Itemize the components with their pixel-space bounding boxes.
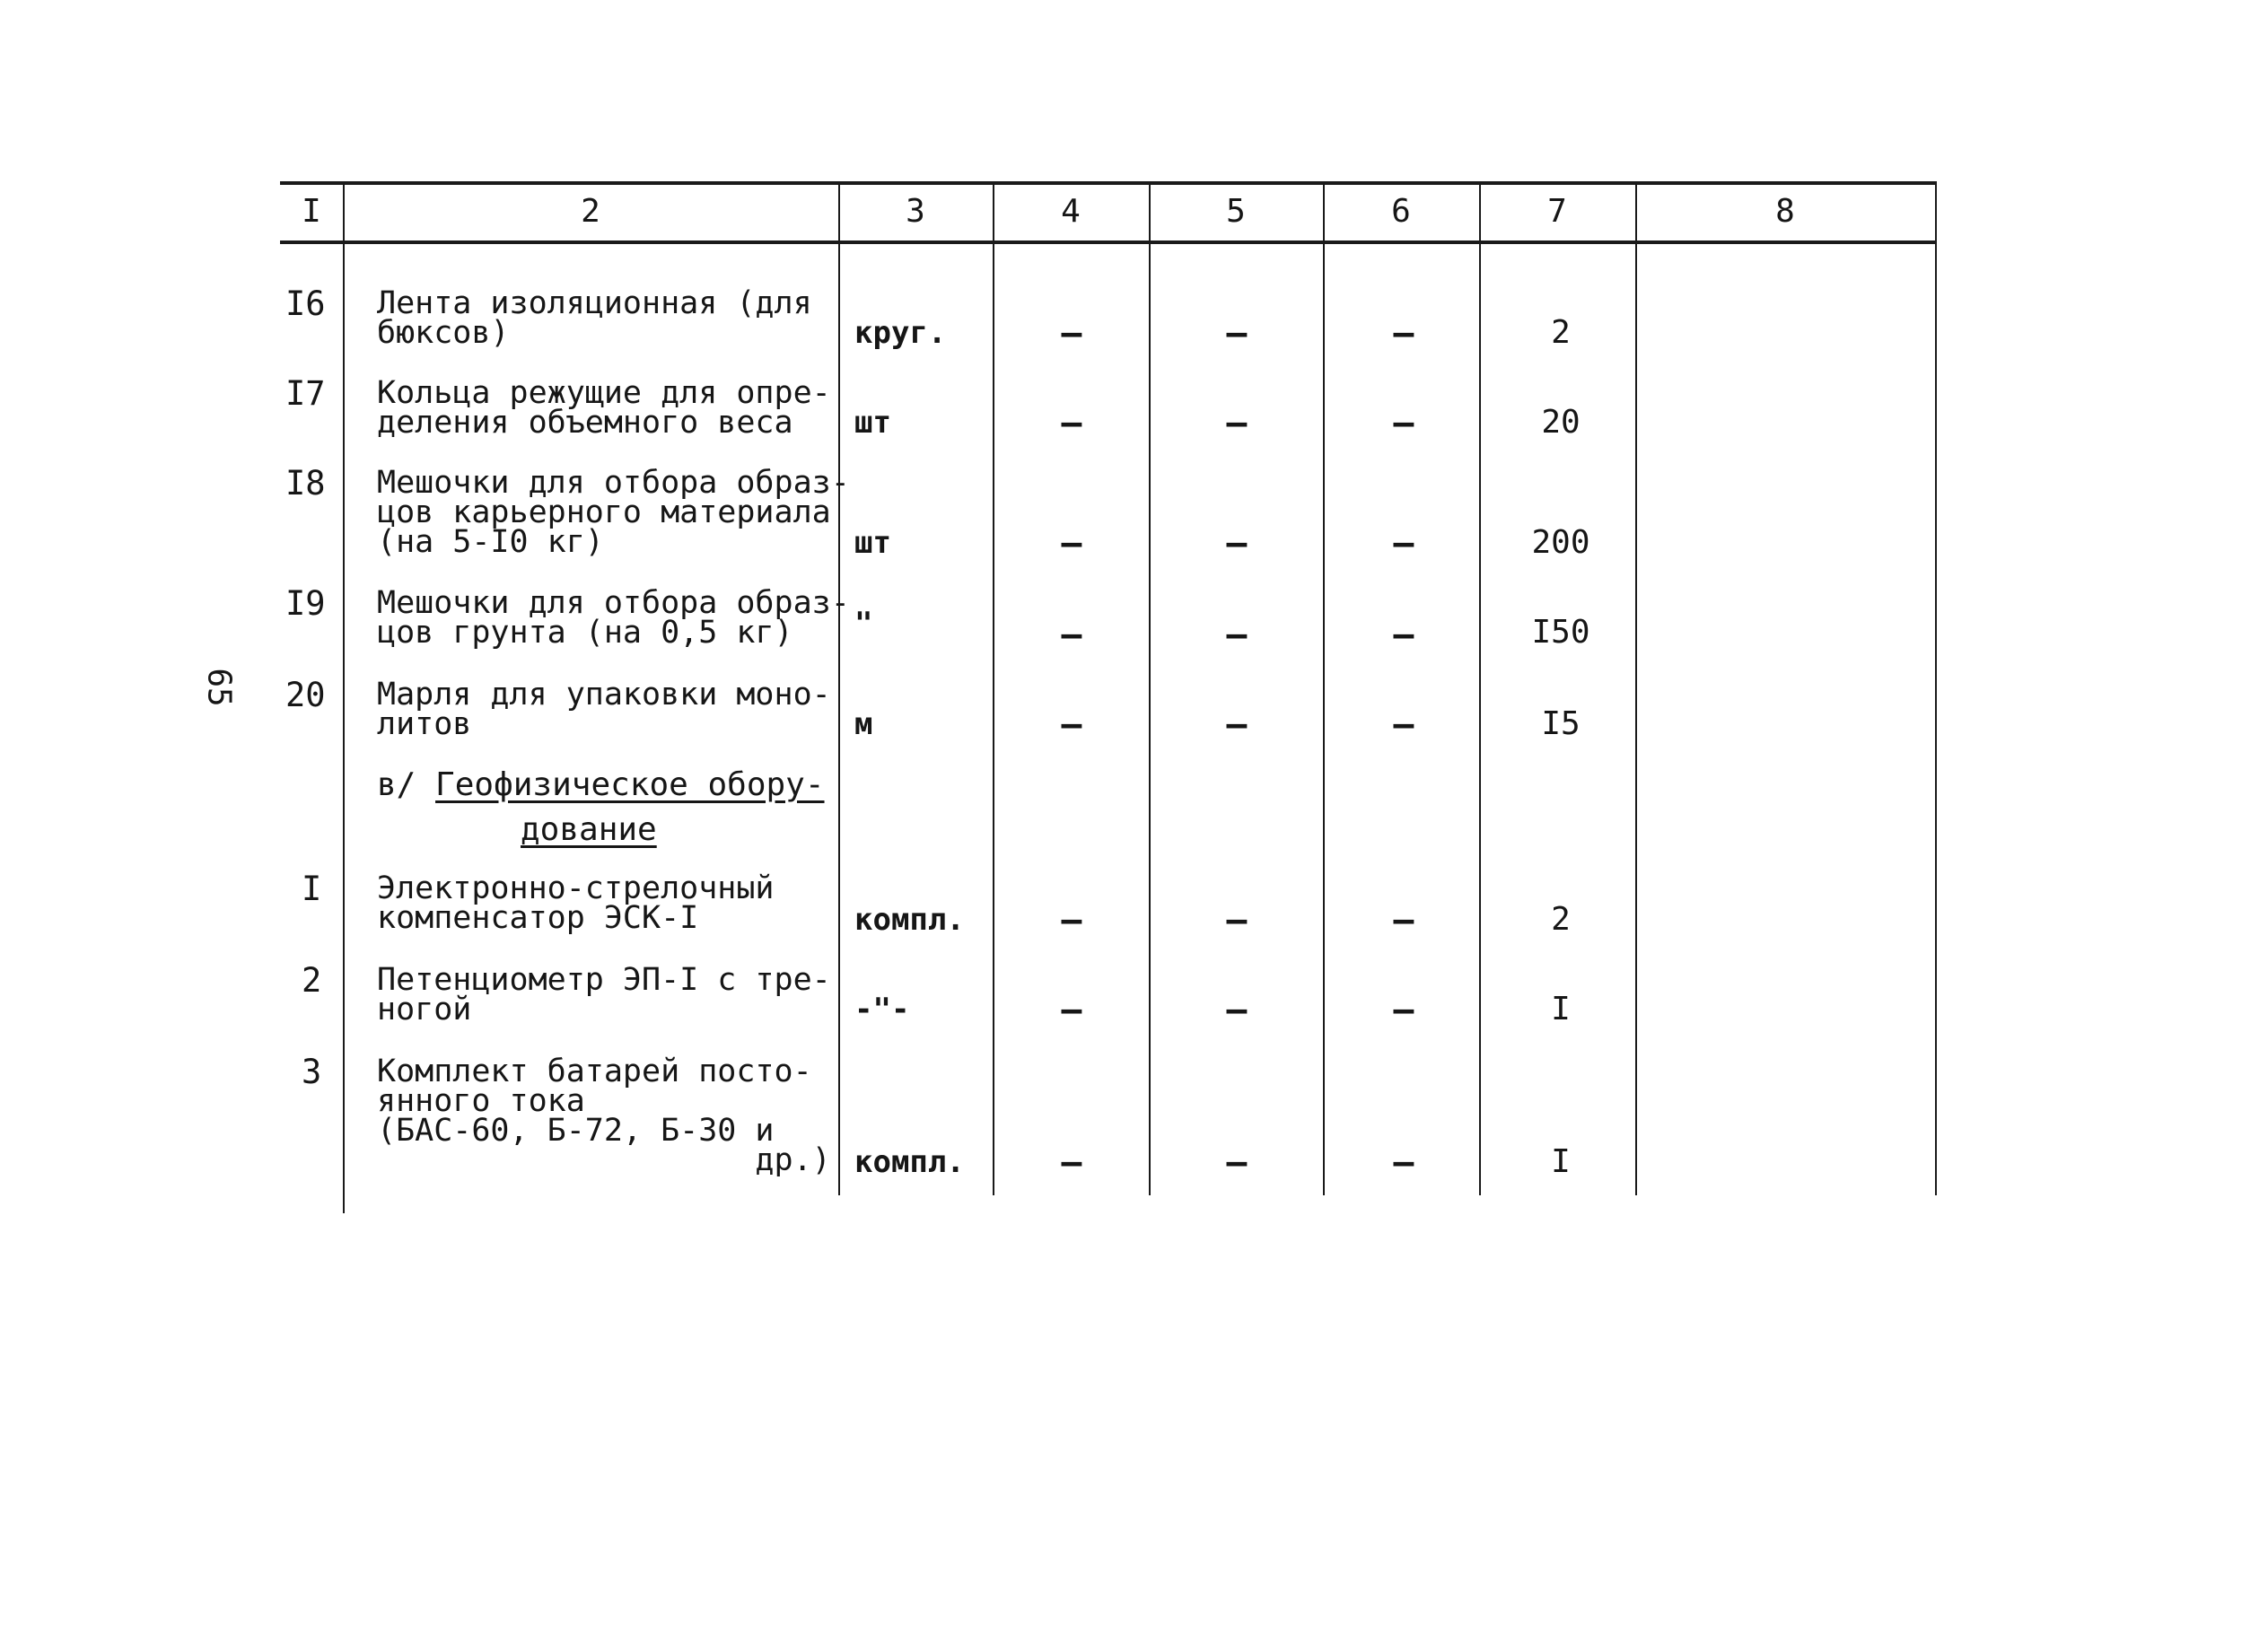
unit: компл. (854, 902, 965, 938)
column-divider-2 (838, 181, 840, 1195)
unit: шт (854, 525, 891, 561)
column-divider-8 (1935, 181, 1937, 1195)
section-heading-line2 (521, 808, 657, 853)
column-divider-7 (1635, 181, 1637, 1195)
row-number: I9 (285, 584, 326, 623)
item-name: Кольца режущие для опре- деления объемного веса (377, 375, 831, 441)
column-header-4: 4 (1061, 193, 1081, 230)
col5-value: – (1226, 523, 1248, 563)
equipment-table (280, 181, 1937, 1213)
quantity: I (1551, 991, 1571, 1028)
column-divider-5 (1323, 181, 1325, 1195)
item-name: Марля для упаковки моно- литов (377, 677, 831, 742)
col6-value: – (1393, 313, 1414, 353)
column-divider-3 (993, 181, 994, 1195)
table-top-rule (280, 181, 1937, 185)
unit: м (854, 706, 873, 742)
row-number: I6 (285, 284, 326, 323)
col5-value: – (1226, 990, 1248, 1029)
col4-value: – (1061, 615, 1082, 654)
column-header-3: 3 (906, 193, 925, 230)
row-number: I8 (285, 464, 326, 503)
item-name: Мешочки для отбора образ- цов карьерного материала (на 5-I0 кг) (377, 465, 850, 560)
col6-value: – (1393, 900, 1414, 940)
column-header-1: I (302, 193, 321, 230)
column-divider-4 (1149, 181, 1151, 1195)
col5-value: – (1226, 615, 1248, 654)
quantity: 20 (1541, 404, 1581, 441)
col4-value: – (1061, 704, 1082, 744)
section-heading (377, 763, 825, 808)
item-name: Мешочки для отбора образ- цов грунта (на 0,5 кг) (377, 585, 850, 651)
col4-value: – (1061, 523, 1082, 563)
column-divider-1 (343, 181, 345, 1213)
row-number: I7 (285, 374, 326, 413)
col6-value: – (1393, 615, 1414, 654)
column-header-5: 5 (1226, 193, 1246, 230)
col6-value: – (1393, 523, 1414, 563)
unit: круг. (854, 315, 947, 351)
column-header-8: 8 (1775, 193, 1795, 230)
quantity: I (1551, 1143, 1571, 1180)
item-name: Лента изоляционная (для бюксов) (377, 285, 812, 351)
item-name: Электронно-стрелочный компенсатор ЭСК-I (377, 870, 775, 936)
col4-value: – (1061, 403, 1082, 442)
unit: " (854, 606, 873, 642)
col5-value: – (1226, 403, 1248, 442)
col6-value: – (1393, 704, 1414, 744)
unit: компл. (854, 1144, 965, 1180)
page-number: 65 (200, 668, 238, 707)
col5-value: – (1226, 313, 1248, 353)
item-name: Петенциометр ЭП-I с тре- ногой (377, 962, 831, 1028)
col6-value: – (1393, 1142, 1414, 1182)
row-number: 3 (302, 1053, 322, 1091)
col4-value: – (1061, 990, 1082, 1029)
column-header-7: 7 (1547, 193, 1567, 230)
quantity: 2 (1551, 314, 1571, 351)
col4-value: – (1061, 900, 1082, 940)
row-number: I (302, 870, 322, 908)
col5-value: – (1226, 900, 1248, 940)
section-title-line1: Геофизическое обору- (435, 766, 825, 803)
quantity: I50 (1531, 614, 1590, 651)
section-title-line2: дование (521, 811, 657, 848)
col4-value: – (1061, 1142, 1082, 1182)
column-divider-6 (1479, 181, 1481, 1195)
quantity: I5 (1541, 705, 1581, 742)
col6-value: – (1393, 990, 1414, 1029)
quantity: 2 (1551, 901, 1571, 938)
column-header-6: 6 (1391, 193, 1411, 230)
unit: -"- (854, 992, 910, 1028)
col6-value: – (1393, 403, 1414, 442)
col5-value: – (1226, 1142, 1248, 1182)
item-name: Комплект батарей посто- янного тока (БАС-60, Б-72, Б-30 и др.) (377, 1054, 831, 1178)
column-header-2: 2 (581, 193, 600, 230)
row-number: 20 (285, 676, 326, 714)
quantity: 200 (1531, 524, 1590, 561)
col5-value: – (1226, 704, 1248, 744)
header-bottom-rule (280, 240, 1937, 244)
section-prefix: в/ (377, 766, 416, 803)
unit: шт (854, 405, 891, 441)
col4-value: – (1061, 313, 1082, 353)
row-number: 2 (302, 961, 322, 1000)
